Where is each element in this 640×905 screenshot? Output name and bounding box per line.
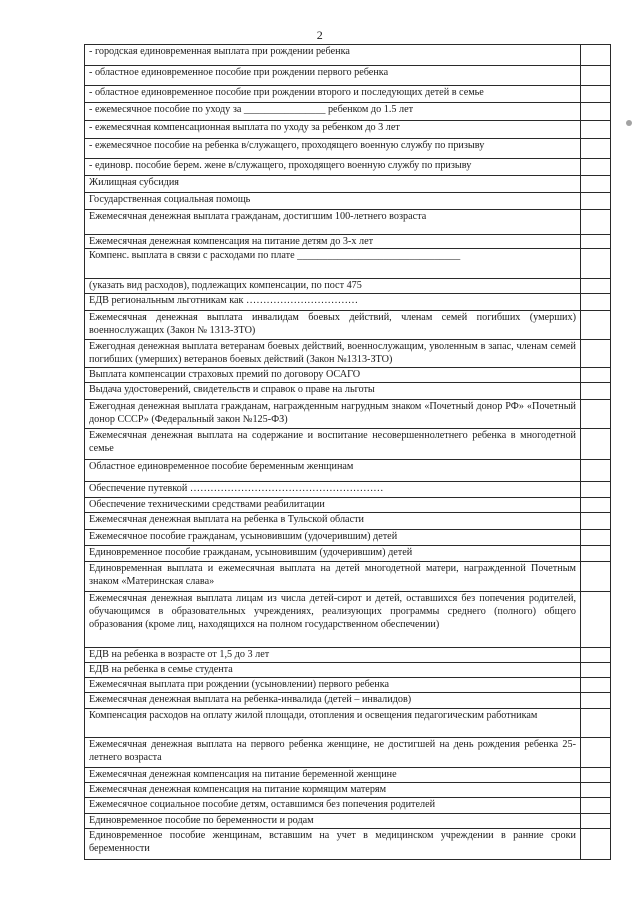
table-row: [85, 648, 611, 663]
mark-cell: [581, 738, 611, 768]
table-row: [85, 693, 611, 709]
benefit-label: - областное единовременное пособие при рождении второго и последующих детей в семье: [85, 86, 581, 103]
benefit-label: - ежемесячная компенсационная выплата по уходу за ребенком до 3 лет: [85, 121, 581, 139]
benefit-label: ЕДВ на ребенка в семье студента: [85, 663, 581, 678]
table-row: [85, 383, 611, 400]
mark-cell: [581, 66, 611, 86]
mark-cell: [581, 663, 611, 678]
table-row: [85, 210, 611, 235]
table-row: [85, 368, 611, 383]
mark-cell: [581, 311, 611, 340]
table-row: [85, 159, 611, 176]
benefit-label: - городская единовременная выплата при рождении ребенка: [85, 45, 581, 66]
benefit-label: - ежемесячное пособие на ребенка в/служащего, проходящего военную службу по призыву: [85, 139, 581, 159]
table-row: [85, 193, 611, 210]
table-row: [85, 829, 611, 860]
mark-cell: [581, 693, 611, 709]
table-row: [85, 592, 611, 648]
table-row: [85, 814, 611, 829]
mark-cell: [581, 383, 611, 400]
table-row: [85, 249, 611, 279]
table-row: [85, 294, 611, 311]
mark-cell: [581, 159, 611, 176]
scan-mark: [626, 120, 632, 126]
mark-cell: [581, 513, 611, 530]
mark-cell: [581, 798, 611, 814]
page-number: 2: [316, 28, 324, 42]
benefit-label: Выплата компенсации страховых премий по договору ОСАГО: [85, 368, 581, 383]
mark-cell: [581, 482, 611, 498]
table-row: [85, 709, 611, 738]
table-row: [85, 798, 611, 814]
mark-cell: [581, 139, 611, 159]
benefit-label: Ежемесячная денежная компенсация на питание беременной женщине: [85, 768, 581, 783]
benefit-label: ЕДВ на ребенка в возрасте от 1,5 до 3 лет: [85, 648, 581, 663]
mark-cell: [581, 103, 611, 121]
benefit-label: Единовременное пособие по беременности и родам: [85, 814, 581, 829]
benefit-label: Ежемесячное социальное пособие детям, оставшимся без попечения родителей: [85, 798, 581, 814]
mark-cell: [581, 814, 611, 829]
mark-cell: [581, 460, 611, 482]
table-row: [85, 121, 611, 139]
mark-cell: [581, 546, 611, 562]
table-row: [85, 783, 611, 798]
mark-cell: [581, 592, 611, 648]
benefit-label: Ежемесячная денежная выплата на ребенка в Тульской области: [85, 513, 581, 530]
benefit-label: ЕДВ региональным льготникам как ……………………………: [85, 294, 581, 311]
table-row: [85, 139, 611, 159]
benefit-label: Компенсация расходов на оплату жилой площади, отопления и освещения педагогическим работникам: [85, 709, 581, 738]
table-row: [85, 340, 611, 368]
table-row: [85, 768, 611, 783]
mark-cell: [581, 678, 611, 693]
mark-cell: [581, 530, 611, 546]
benefit-label: Ежемесячная денежная компенсация на питание кормящим матерям: [85, 783, 581, 798]
mark-cell: [581, 400, 611, 429]
table-row: [85, 460, 611, 482]
mark-cell: [581, 121, 611, 139]
benefits-table: [84, 44, 611, 860]
table-row: [85, 45, 611, 66]
benefit-label: Ежемесячная выплата при рождении (усыновлении) первого ребенка: [85, 678, 581, 693]
mark-cell: [581, 86, 611, 103]
benefit-label: Жилищная субсидия: [85, 176, 581, 193]
mark-cell: [581, 709, 611, 738]
benefit-label: Ежемесячная денежная выплата лицам из числа детей-сирот и детей, оставшихся без попечения родителей, обучающимся в образовательных учреждениях, реализующих программы среднего (полного) общего образования (кроме лиц, находящихся на полном государственном обеспечении): [85, 592, 581, 648]
benefit-label: Ежемесячная денежная выплата гражданам, достигшим 100-летнего возраста: [85, 210, 581, 235]
benefit-label: Выдача удостоверений, свидетельств и справок о праве на льготы: [85, 383, 581, 400]
table-row: [85, 738, 611, 768]
mark-cell: [581, 648, 611, 663]
mark-cell: [581, 429, 611, 460]
table-row: [85, 530, 611, 546]
table-row: [85, 176, 611, 193]
table-row: [85, 678, 611, 693]
mark-cell: [581, 210, 611, 235]
table-row: [85, 498, 611, 513]
benefit-label: Ежемесячное пособие гражданам, усыновившим (удочерившим) детей: [85, 530, 581, 546]
mark-cell: [581, 783, 611, 798]
table-row: [85, 429, 611, 460]
table-row: [85, 86, 611, 103]
mark-cell: [581, 498, 611, 513]
benefit-label: Ежемесячная денежная выплата инвалидам боевых действий, членам семей погибших (умерших) военнослужащих (Закон № 1313-ЗТО): [85, 311, 581, 340]
benefit-label: Государственная социальная помощь: [85, 193, 581, 210]
mark-cell: [581, 340, 611, 368]
benefit-label: (указать вид расходов), подлежащих компенсации, по пост 475: [85, 279, 581, 294]
mark-cell: [581, 249, 611, 279]
benefit-label: Ежемесячная денежная выплата на содержание и воспитание несовершеннолетнего ребенка в многодетной семье: [85, 429, 581, 460]
table-row: [85, 311, 611, 340]
benefit-label: - единовр. пособие берем. жене в/служащего, проходящего военную службу по призыву: [85, 159, 581, 176]
benefit-label: Ежегодная денежная выплата ветеранам боевых действий, военнослужащим, уволенным в запас, членам семей погибших (умерших) ветеранов боевых действий (Закон №1313-ЗТО): [85, 340, 581, 368]
table-row: [85, 546, 611, 562]
benefit-label: - областное единовременное пособие при рождении первого ребенка: [85, 66, 581, 86]
table-row: [85, 279, 611, 294]
table-row: [85, 663, 611, 678]
mark-cell: [581, 368, 611, 383]
table-row: [85, 235, 611, 249]
benefit-label: Ежемесячная денежная выплата на ребенка-инвалида (детей – инвалидов): [85, 693, 581, 709]
benefit-label: Обеспечение техническими средствами реабилитации: [85, 498, 581, 513]
benefit-label: Единовременная выплата и ежемесячная выплата на детей многодетной матери, награжденной Почетным знаком «Материнская слава»: [85, 562, 581, 592]
mark-cell: [581, 193, 611, 210]
mark-cell: [581, 768, 611, 783]
mark-cell: [581, 235, 611, 249]
benefit-label: Компенс. выплата в связи с расходами по плате ________________________________: [85, 249, 581, 279]
benefit-label: Ежегодная денежная выплата гражданам, награжденным нагрудным знаком «Почетный донор РФ» «Почетный донор СССР» (Федеральный закон №125-ФЗ): [85, 400, 581, 429]
table-row: [85, 482, 611, 498]
mark-cell: [581, 562, 611, 592]
mark-cell: [581, 45, 611, 66]
benefit-label: Единовременное пособие женщинам, вставшим на учет в медицинском учреждении в ранние сроки беременности: [85, 829, 581, 860]
benefits-table-body: [85, 45, 611, 860]
mark-cell: [581, 279, 611, 294]
table-row: [85, 103, 611, 121]
table-row: [85, 513, 611, 530]
benefit-label: Обеспечение путевкой …………………………………………………: [85, 482, 581, 498]
benefit-label: Ежемесячная денежная компенсация на питание детям до 3-х лет: [85, 235, 581, 249]
mark-cell: [581, 294, 611, 311]
mark-cell: [581, 829, 611, 860]
mark-cell: [581, 176, 611, 193]
benefit-label: Ежемесячная денежная выплата на первого ребенка женщине, не достигшей на день рождения ребенка 25-летнего возраста: [85, 738, 581, 768]
table-row: [85, 562, 611, 592]
benefit-label: Областное единовременное пособие беременным женщинам: [85, 460, 581, 482]
table-row: [85, 400, 611, 429]
benefit-label: - ежемесячное пособие по уходу за ________________ ребенком до 1.5 лет: [85, 103, 581, 121]
table-row: [85, 66, 611, 86]
benefit-label: Единовременное пособие гражданам, усыновившим (удочерившим) детей: [85, 546, 581, 562]
